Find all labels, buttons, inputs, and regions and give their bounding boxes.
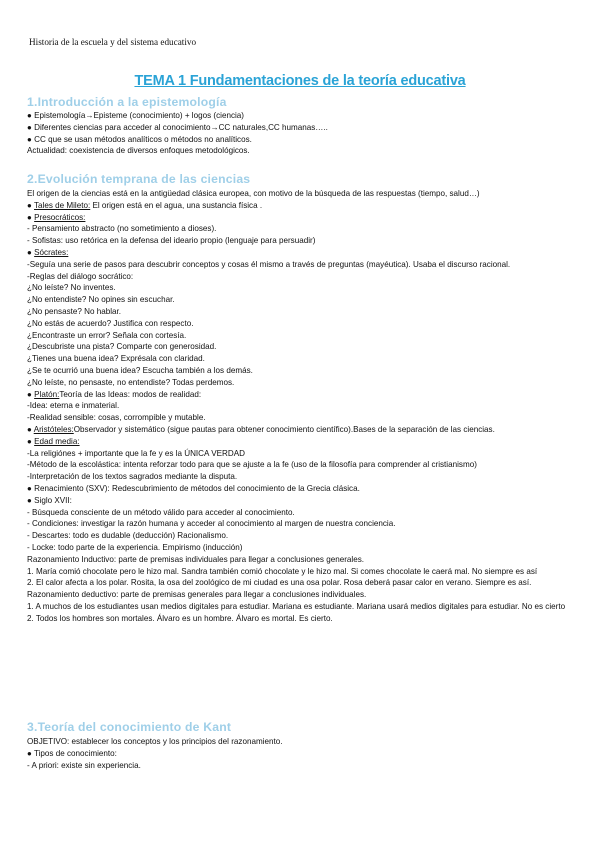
section-body-1 [27, 110, 579, 157]
text-line: ● Sócrates: [27, 247, 69, 257]
text-line: ¿No pensaste? No hablar. [27, 306, 122, 316]
section-heading-3: 3.Teoría del conocimiento de Kant [27, 720, 232, 734]
text-line: OBJETIVO: establecer los conceptos y los principios del razonamiento. [27, 737, 283, 746]
text-line: ¿Descubriste una pista? Comparte con generosidad. [27, 342, 217, 352]
text-line: - Búsqueda consciente de un método válido para acceder al conocimiento. [27, 507, 295, 517]
section-heading-1: 1.Introducción a la epistemología [27, 95, 227, 109]
text-line: ● Tales de Mileto: El origen está en el agua, una sustancia física . [27, 200, 263, 210]
text-line: -Realidad sensible: cosas, corrompible y mutable. [27, 413, 206, 423]
text-line: ¿No estás de acuerdo? Justifica con respecto. [27, 318, 194, 328]
text-line: ● Diferentes ciencias para acceder al conocimiento→CC naturales,CC humanas….. [27, 122, 328, 132]
text-line: - A priori: existe sin experiencia. [27, 760, 141, 770]
text-line: ● Renacimiento (SXV): Redescubrimiento de métodos del conocimiento de la Grecia clásica. [27, 483, 360, 493]
text-line: Actualidad: coexistencia de diversos enfoques metodológicos. [27, 146, 250, 156]
text-line: El origen de la ciencias está en la antigüedad clásica europea, con motivo de la búsqueda de las respuestas (tiempo, salud…) [27, 189, 480, 198]
text-line: ● Tipos de conocimiento: [27, 748, 117, 758]
text-line: - Locke: todo parte de la experiencia. Empirismo (inducción) [27, 542, 243, 552]
text-line: ¿Tienes una buena idea? Exprésala con claridad. [27, 354, 205, 364]
text-line: Razonamiento deductivo: parte de premisas generales para llegar a conclusiones individuales. [27, 590, 367, 600]
section-body-3 [27, 736, 579, 771]
text-line: -La religiónes + importante que la fe y es la ÚNICA VERDAD [27, 448, 245, 458]
text-line: ¿No entendiste? No opines sin escuchar. [27, 295, 175, 305]
text-line: 1. A muchos de los estudiantes usan medios digitales para estudiar. Mariana es estudiante. Mariana usará medios digitales para estudiar. No es cierto [27, 601, 566, 611]
text-line: -Idea: eterna e inmaterial. [27, 401, 120, 411]
text-line: - Descartes: todo es dudable (deducción) Racionalismo. [27, 531, 229, 541]
text-line: ¿Se te ocurrió una buena idea? Escucha también a los demás. [27, 365, 253, 375]
text-line: 2. El calor afecta a los polar. Rosita, la osa del zoológico de mi ciudad es una osa polar. Rosa deberá pasar calor en verano. Siempre es así. [27, 578, 532, 588]
text-line: - Condiciones: investigar la razón humana y acceder al conocimiento al margen de nuestra conciencia. [27, 519, 396, 529]
text-line: -Interpretación de los textos sagrados mediante la disputa. [27, 472, 238, 482]
text-line: 2. Todos los hombres son mortales. Álvaro es un hombre. Álvaro es mortal. Es cierto. [27, 613, 333, 623]
text-line: ● Epistemología→Episteme (conocimiento) + logos (ciencia) [27, 111, 244, 120]
text-line: 1. María comió chocolate pero le hizo mal. Sandra también comió chocolate y le hizo mal. Si comes chocolate le caerá mal. No siempre es así [27, 566, 538, 576]
text-line: ● Platón:Teoría de las Ideas: modos de realidad: [27, 389, 202, 399]
section-body-2 [27, 188, 579, 624]
text-line: ● Aristóteles:Observador y sistemático (sigue pautas para obtener conocimiento científico).Bases de la separación de las ciencias. [27, 424, 495, 434]
text-line: -Reglas del diálogo socrático: [27, 271, 134, 281]
text-line: ● CC que se usan métodos analíticos o métodos no analíticos. [27, 134, 252, 144]
text-line: ¿No leíste, no pensaste, no entendiste? Todas perdemos. [27, 377, 235, 387]
text-line: ● Edad media: [27, 436, 80, 446]
text-line: Razonamiento Inductivo: parte de premisas individuales para llegar a conclusiones generales. [27, 554, 364, 564]
page-header: Historia de la escuela y del sistema educativo [29, 37, 197, 47]
text-line: -Método de la escolástica: intenta reforzar todo para que se ajuste a la fe (uso de la filosofía para comprender al cristianismo) [27, 460, 477, 470]
text-line: ¿Encontraste un error? Señala con cortesía. [27, 330, 187, 340]
document-title: TEMA 1 Fundamentaciones de la teoría educativa [134, 73, 466, 89]
text-line: - Pensamiento abstracto (no sometimiento a dioses). [27, 224, 217, 234]
text-line: ● Siglo XVII: [27, 495, 72, 505]
text-line: ¿No leíste? No inventes. [27, 283, 116, 293]
text-line: ● Presocráticos: [27, 212, 86, 222]
text-line: - Sofistas: uso retórica en la defensa del ideario propio (lenguaje para persuadir) [27, 236, 316, 246]
text-line: -Seguía una serie de pasos para descubrir conceptos y cosas él mismo a través de preguntas (mayéutica). Usaba el discurso racional. [27, 259, 511, 269]
section-heading-2: 2.Evolución temprana de las ciencias [27, 172, 251, 186]
